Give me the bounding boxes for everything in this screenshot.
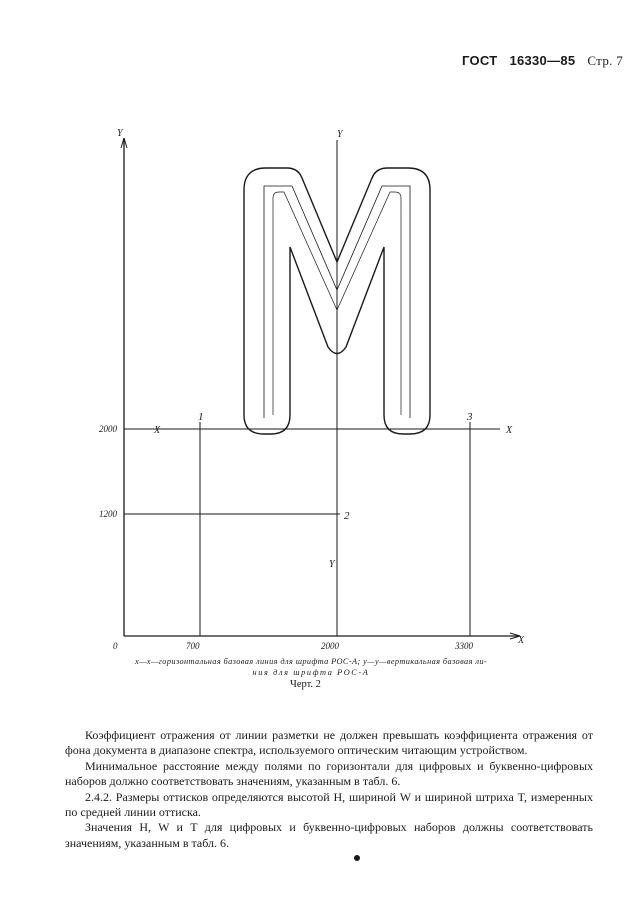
page-dot — [354, 855, 360, 861]
body-text — [65, 728, 593, 851]
point-label-2: 2 — [344, 510, 350, 522]
paragraph-values: Значения H, W и T для цифровых и буквенно-цифровых наборов должны соответствовать значениям, указанным в табл. 6. — [65, 820, 593, 850]
label-y-center-bottom: Y — [329, 559, 335, 570]
caption-line-2: ния для шрифта РОС-А — [252, 667, 370, 677]
paragraph-min-distance: Минимальное расстояние между полями по горизонтали для цифровых и буквенно-цифровых наборов должно соответствовать значениям, указанным в табл. 6. — [65, 758, 593, 789]
point-label-3: 3 — [467, 411, 473, 423]
tick-y-1200: 1200 — [99, 509, 117, 519]
label-y-center-top: Y — [337, 129, 343, 140]
paragraph-reflection: Коэффициент отражения от линии разметки не должен превышать коэффициента отражения от фона документа в диапазоне спектра, используемого оптическим читающим устройством. — [65, 728, 593, 758]
figure-label: Черт. 2 — [290, 679, 321, 690]
label-x-right: X — [506, 425, 513, 436]
label-x-left: X — [154, 425, 161, 436]
page-number: Стр. 7 — [587, 53, 624, 68]
label-origin: 0 — [113, 641, 118, 651]
standard-number: 16330—85 — [509, 53, 576, 68]
tick-x-3300: 3300 — [455, 641, 473, 651]
point-label-1: 1 — [198, 411, 204, 423]
label-x-bottom: X — [518, 635, 525, 646]
paragraph-2-4-2: 2.4.2. Размеры оттисков определяются высотой H, шириной W и шириной штриха T, измеренных по средней линии оттиска. — [65, 789, 593, 820]
tick-y-2000: 2000 — [99, 424, 117, 434]
tick-x-700: 700 — [186, 641, 200, 651]
label-y-left: Y — [117, 128, 123, 139]
diagram-caption — [106, 657, 516, 678]
caption-line-1: x—x—горизонтальная базовая линия для шрифта РОС-А; y—y—вертикальная базовая ли- — [134, 657, 488, 666]
standard-label: ГОСТ — [462, 53, 498, 68]
tick-x-2000: 2000 — [321, 641, 339, 651]
